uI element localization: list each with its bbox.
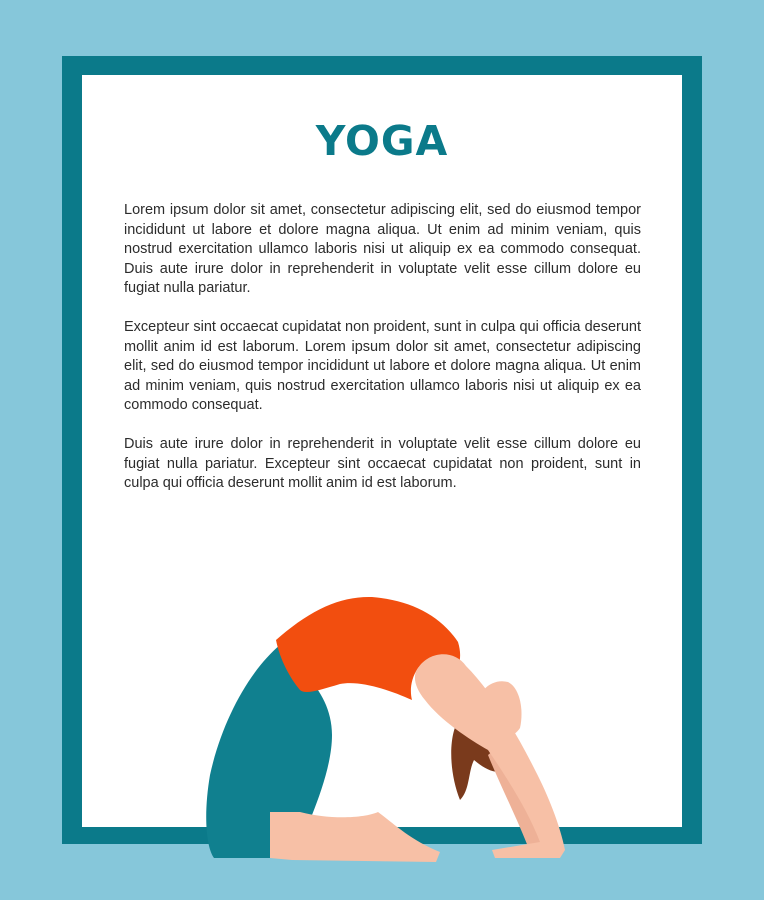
poster-title: YOGA bbox=[315, 117, 449, 165]
body-paragraph-2: Excepteur sint occaecat cupidatat non proident, sunt in culpa qui officia deserunt mollit anim id est laborum. Lorem ipsum dolor sit amet, consectetur adipiscing elit, sed do eiusmod tempor incididunt ut labore et dolore magna aliqua. Ut enim ad minim veniam, quis nostrud exercitation ullamco laboris nisi ut aliquip ex ea commodo consequat. bbox=[124, 319, 641, 413]
foot-left-shape bbox=[270, 812, 440, 862]
body-paragraph-1: Lorem ipsum dolor sit amet, consectetur adipiscing elit, sed do eiusmod tempor incididunt ut labore et dolore magna aliqua. Ut enim ad minim veniam, quis nostrud exercitation ullamco laboris nisi ut aliquip ex ea commodo consequat. Duis aute irure dolor in reprehenderit in voluptate velit esse cillum dolore eu fugiat nulla pariatur. bbox=[124, 202, 641, 296]
body-paragraph-3: Duis aute irure dolor in reprehenderit in voluptate velit esse cillum dolore eu fugiat nulla pariatur. Excepteur sint occaecat cupidatat non proident, sunt in culpa qui officia deserunt mollit anim id est laborum. bbox=[124, 436, 641, 491]
